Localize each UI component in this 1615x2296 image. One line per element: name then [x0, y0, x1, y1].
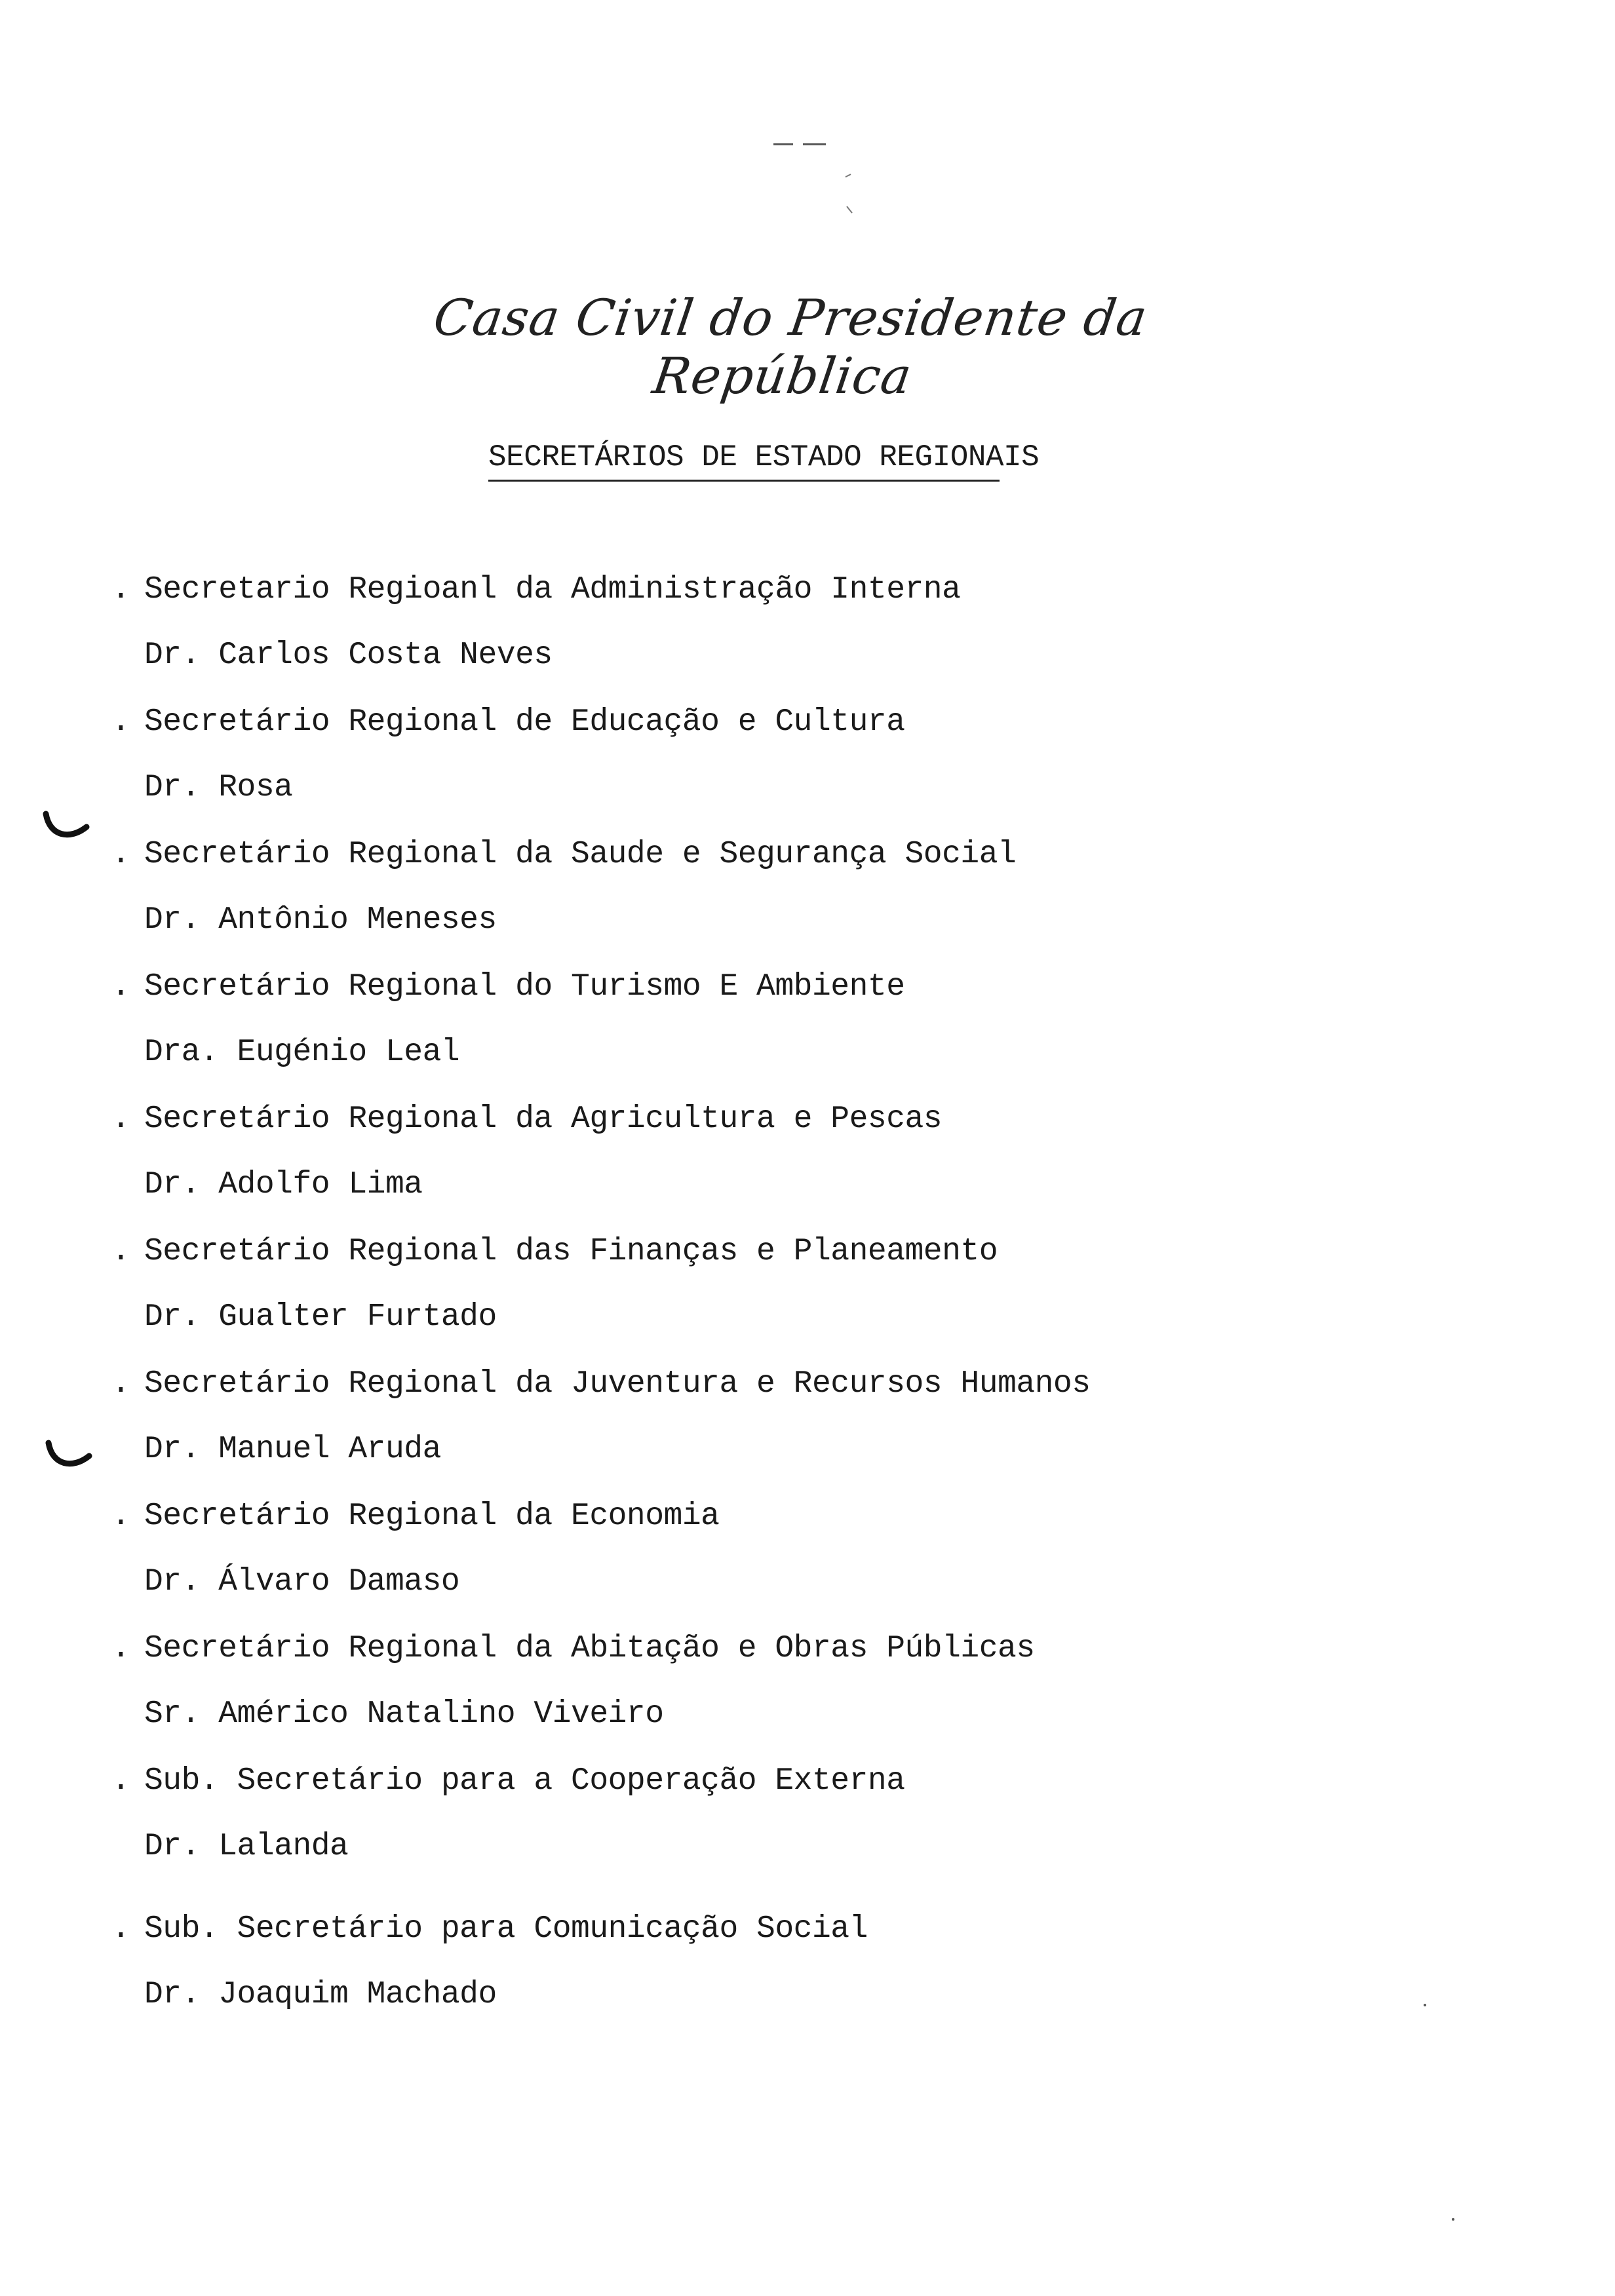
- scan-speck: [1452, 2218, 1454, 2221]
- list-item: [105, 702, 1350, 835]
- document-title: SECRETÁRIOS DE ESTADO REGIONAIS: [488, 440, 1000, 482]
- bullet: .: [111, 1234, 130, 1269]
- secretary-role: Secretário Regional da Saude e Segurança Social: [144, 837, 1017, 872]
- bullet: .: [111, 1366, 130, 1402]
- handwritten-check-mark: [43, 1436, 96, 1476]
- secretary-name: Dr. Manuel Aruda: [144, 1432, 441, 1467]
- secretary-role: Secretário Regional da Agricultura e Pescas: [144, 1101, 943, 1137]
- secretary-name: Dr. Lalanda: [144, 1829, 349, 1864]
- bullet: .: [111, 1763, 130, 1799]
- secretary-name: Dr. Gualter Furtado: [144, 1299, 497, 1335]
- list-item: [105, 1100, 1350, 1232]
- list-item: [105, 1364, 1350, 1497]
- bullet: .: [111, 1631, 130, 1666]
- scan-marks: [767, 131, 865, 223]
- list-item: [105, 1761, 1350, 1894]
- secretary-name: Dr. Rosa: [144, 770, 293, 805]
- bullet: .: [111, 572, 130, 607]
- secretary-role: Sub. Secretário para a Cooperação Externa: [144, 1763, 905, 1799]
- list-item: [105, 1497, 1350, 1629]
- bullet: .: [111, 969, 130, 1004]
- secretary-name: Dra. Eugénio Leal: [144, 1035, 460, 1070]
- list-item: [105, 1629, 1350, 1761]
- bullet: .: [111, 1499, 130, 1534]
- list-item: [105, 835, 1350, 967]
- bullet: .: [111, 1911, 130, 1947]
- secretary-role: Secretário Regional do Turismo E Ambiente: [144, 969, 905, 1004]
- list-item: [105, 967, 1350, 1100]
- secretary-name: Dr. Álvaro Damaso: [144, 1564, 460, 1599]
- scan-speck: [1424, 2004, 1426, 2006]
- secretary-name: Dr. Carlos Costa Neves: [144, 638, 553, 673]
- secretary-name: Sr. Américo Natalino Viveiro: [144, 1696, 664, 1732]
- secretary-role: Secretário Regional das Finanças e Planeamento: [144, 1234, 998, 1269]
- secretaries-list: [105, 570, 1350, 2042]
- secretary-name: Dr. Joaquim Machado: [144, 1977, 497, 2012]
- list-item: [105, 1232, 1350, 1364]
- bullet: .: [111, 837, 130, 872]
- secretary-role: Secretário Regional de Educação e Cultura: [144, 704, 905, 740]
- bullet: .: [111, 704, 130, 740]
- secretary-name: Dr. Adolfo Lima: [144, 1167, 423, 1202]
- handwritten-check-mark: [41, 807, 93, 847]
- bullet: .: [111, 1101, 130, 1137]
- secretary-role: Secretario Regioanl da Administração Interna: [144, 572, 961, 607]
- secretary-role: Secretário Regional da Economia: [144, 1499, 720, 1534]
- secretary-role: Sub. Secretário para Comunicação Social: [144, 1911, 868, 1947]
- secretary-name: Dr. Antônio Meneses: [144, 902, 497, 938]
- secretary-role: Secretário Regional da Abitação e Obras Públicas: [144, 1631, 1035, 1666]
- list-item: [105, 1909, 1350, 2042]
- list-item: [105, 570, 1350, 702]
- secretary-role: Secretário Regional da Juventura e Recursos Humanos: [144, 1366, 1091, 1402]
- letterhead: Casa Civil do Presidente da República: [430, 288, 1152, 405]
